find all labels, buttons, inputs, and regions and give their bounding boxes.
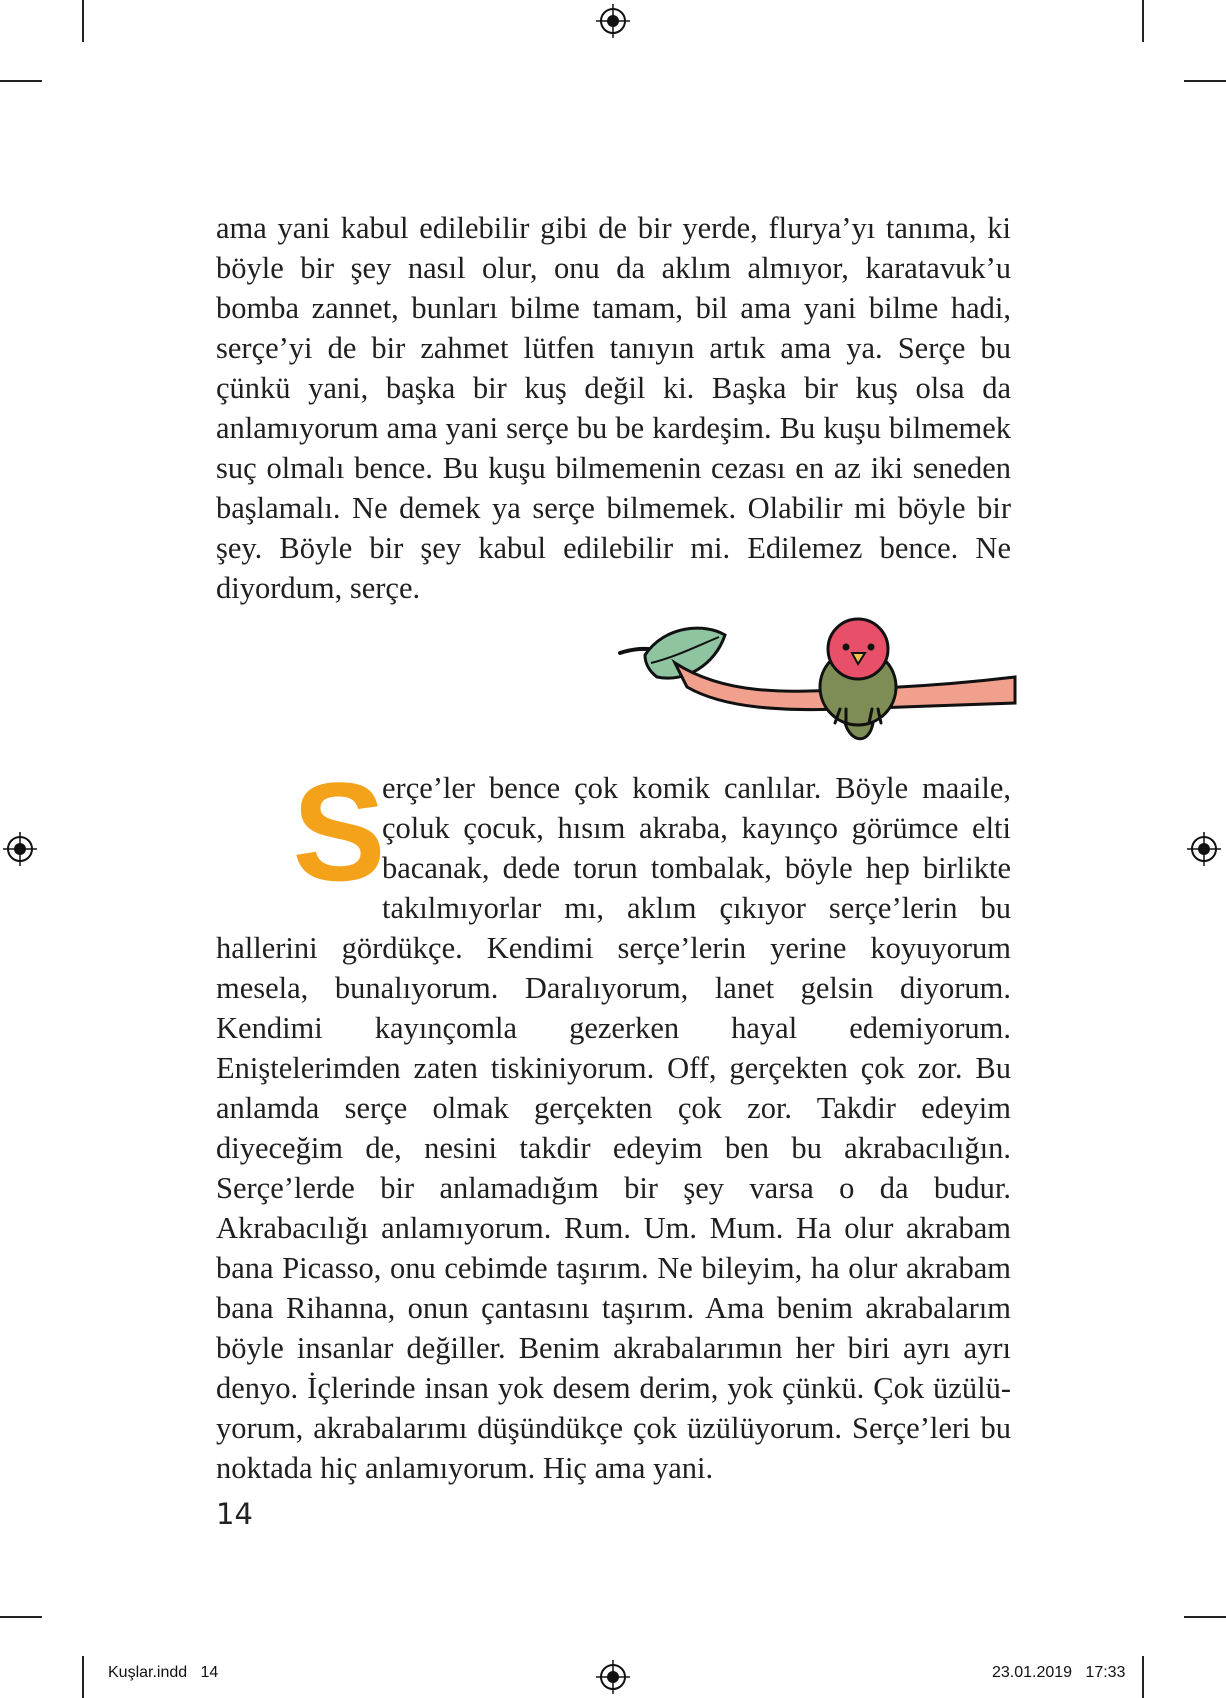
- drop-cap-letter: [292, 753, 386, 910]
- paragraph-2: [216, 753, 1011, 1488]
- crop-mark-top-left-h: [0, 80, 42, 82]
- crop-mark-bottom-left-v: [82, 1656, 84, 1698]
- page-number: 14: [216, 1497, 253, 1531]
- crop-mark-bottom-right-v: [1142, 1656, 1144, 1698]
- slug-filename: Kuşlar.indd 14: [108, 1664, 219, 1681]
- bird-on-branch-illustration: [615, 605, 1015, 745]
- crop-mark-bottom-right-h: [1184, 1616, 1226, 1618]
- paragraph-2-text: erçe’ler bence çok komik canlılar. Böyle maaile, çoluk çocuk, hısım akraba, kayınço görümce elti bacanak, dede torun tombalak, böyle hep birlikte takılmıyorlar mı, aklım çıkıyor serçe’lerin bu hallerini gördükçe. Kendimi serçe’lerin yerine koyuyorum mesela, bunalıyorum. Daralıyorum, lanet gelsin diyorum. Kendimi kayınçomla gezerken hayal edemiyorum. Eniştelerimden zaten tiskiniyorum. Off, gerçekten çok zor. Bu anlamda serçe olmak gerçekten çok zor. Takdir edeyim diyeceğim de, nesini takdir edeyim ben bu akrabacılığın. Serçe’lerde bir anlamadığım bir şey varsa o da budur. Akrabacılığı anlamıyorum. Rum. Um. Mum. Ha olur akrabam bana Picasso, onu cebimde taşırım. Ne bileyim, ha olur akrabam bana Rihanna, onun çantasını taşırım. Ama benim akrabalarım böyle insanlar değiller. Benim akrabalarımın her biri ayrı ayrı denyo. İçlerinde insan yok desem derim, yok çünkü. Çok üzülüyorum, akrabalarımı düşündükçe çok üzülüyorum. Serçe’leri bu noktada hiç anlamıyorum. Hiç ama yani.: [216, 771, 1011, 1485]
- registration-mark-icon: [596, 4, 630, 38]
- crop-mark-top-right-v: [1142, 0, 1144, 42]
- crop-mark-top-left-v: [82, 0, 84, 42]
- registration-mark-icon: [1187, 832, 1221, 866]
- registration-mark-icon: [596, 1660, 630, 1694]
- registration-mark-icon: [3, 832, 37, 866]
- slug-timestamp: 23.01.2019 17:33: [992, 1664, 1126, 1681]
- crop-mark-top-right-h: [1184, 80, 1226, 82]
- crop-mark-bottom-left-h: [0, 1616, 42, 1618]
- svg-text:S: S: [292, 753, 386, 910]
- paragraph-1: ama yani kabul edilebilir gibi de bir yerde, flurya’yı tanıma, ki böyle bir şey nasıl olur, onu da aklım almıyor, karatavuk’u bomba zannet, bunları bilme tamam, bil ama yani bilme hadi, serçe’yi de bir zahmet lütfen tanıyın artık ama ya. Serçe bu çünkü yani, başka bir kuş değil ki. Başka bir kuş olsa da anlamıyorum ama yani serçe bu be kardeşim. Bu kuşu bilmemek suç olmalı bence. Bu kuşu bilmemenin cezası en az iki seneden başlamalı. Ne demek ya serçe bilmemek. Olabilir mi böyle bir şey. Böyle bir şey kabul edilebilir mi. Edilemez bence. Ne diyordum, serçe.: [216, 211, 1011, 605]
